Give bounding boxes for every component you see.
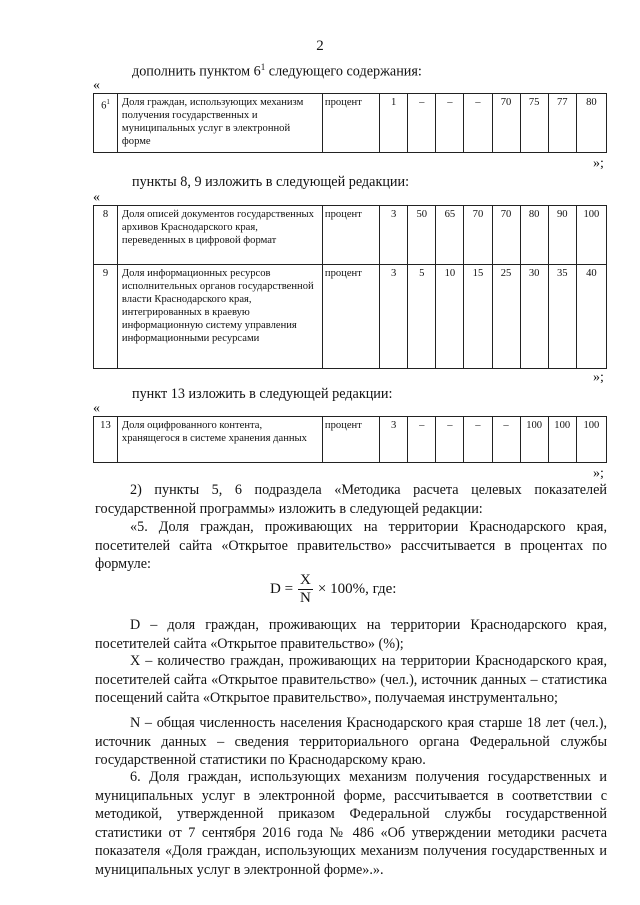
intro-add-point [132,62,422,81]
formula-denominator: N [300,590,311,606]
value-cell: – [408,94,436,153]
row-number: 13 [94,417,118,463]
table-point-6-1 [93,93,607,153]
value-cell: – [436,94,464,153]
value-cell: 3 [380,417,408,463]
value-cell: 75 [520,94,548,153]
value-cell: 30 [520,265,548,369]
open-quote-3: « [93,401,100,416]
formula-lhs: D = [270,581,294,597]
table-row [94,265,607,369]
value-cell: 10 [436,265,464,369]
row-unit: процент [322,94,379,153]
value-cell: 3 [380,206,408,265]
formula [270,572,396,607]
intro-point-13: пункт 13 изложить в следующей редакции: [132,386,393,402]
value-cell: 100 [576,417,606,463]
row-description: Доля описей документов государственных архивов Краснодарского края, переведенных в цифровой формат [117,206,322,265]
value-cell: 15 [464,265,492,369]
value-cell: 100 [548,417,576,463]
row-unit: процент [322,265,379,369]
value-cell: 80 [520,206,548,265]
intro-points-8-9: пункты 8, 9 изложить в следующей редакции: [132,174,410,190]
row-unit: процент [322,417,379,463]
value-cell: 80 [576,94,606,153]
paragraph-6: 6. Доля граждан, использующих механизм получения государственных и муниципальных услуг в электронной форме, рассчитывается в соответствии с методикой, утвержденной приказом Федеральной службы государственной статистики от 7 сентября 2016 года № 486 «Об утверждении методики расчета показателя «Доля граждан, использующих механизм получения государственных и муниципальных услуг в электронной форме».». [95,769,607,878]
intro-add-point-text: дополнить пунктом 6 [132,63,261,80]
table-row [94,206,607,265]
row-description: Доля граждан, использующих механизм получения государственных и муниципальных услуг в электронной форме [117,94,322,153]
definition-x: X – количество граждан, проживающих на территории Краснодарского края, посетителей сайта «Открытое правительство» (чел.), источник данных – статистика посещений сайта «Открытое правительство», получаемая инструментально; [95,653,607,707]
close-quote-1: »; [593,156,604,171]
value-cell: 50 [408,206,436,265]
value-cell: 25 [492,265,520,369]
row-unit: процент [322,206,379,265]
value-cell: 3 [380,265,408,369]
row-number: 9 [94,265,118,369]
open-quote-2: « [93,190,100,205]
value-cell: – [436,417,464,463]
row-description: Доля оцифрованного контента, хранящегося в системе хранения данных [117,417,322,463]
table-points-8-9 [93,205,607,369]
intro-add-point-end: следующего содержания: [265,63,422,80]
value-cell: 90 [548,206,576,265]
value-cell: 65 [436,206,464,265]
close-quote-2: »; [593,370,604,385]
value-cell: 70 [492,94,520,153]
value-cell: 1 [380,94,408,153]
paragraph-2: 2) пункты 5, 6 подраздела «Методика расчета целевых показателей государственной программы» изложить в следующей редакции: [95,482,607,517]
value-cell: 35 [548,265,576,369]
intro-add-point-sup: 1 [260,62,266,72]
formula-fraction [298,572,313,607]
page-number: 2 [316,38,324,54]
paragraph-5: «5. Доля граждан, проживающих на территории Краснодарского края, посетителей сайта «Открытое правительство» рассчитывается в процентах по формуле: [95,519,607,573]
value-cell: – [492,417,520,463]
table-row [94,94,607,153]
value-cell: 40 [576,265,606,369]
formula-numerator: X [300,572,311,588]
open-quote-1: « [93,78,100,93]
value-cell: 100 [576,206,606,265]
value-cell: 77 [548,94,576,153]
value-cell: – [408,417,436,463]
row-number: 8 [94,206,118,265]
definition-n: N – общая численность населения Краснодарского края старше 18 лет (чел.), источник данных – сведения территориального органа Федеральной службы государственной статистики по Краснодарскому краю. [95,715,607,769]
table-row [94,417,607,463]
formula-rhs: × 100%, где: [317,581,397,597]
definition-d: D – доля граждан, проживающих на территории Краснодарского края, посетителей сайта «Открытое правительство» (%); [95,617,607,652]
row-description: Доля информационных ресурсов исполнительных органов государственной власти Краснодарского края, интегрированных в краевую информационную систему управления информационными ресурсами [117,265,322,369]
close-quote-3: »; [593,466,604,481]
table-point-13 [93,416,607,463]
value-cell: – [464,94,492,153]
value-cell: 100 [520,417,548,463]
row-number: $6^1$ [94,94,118,153]
value-cell: 70 [492,206,520,265]
value-cell: 5 [408,265,436,369]
value-cell: – [464,417,492,463]
value-cell: 70 [464,206,492,265]
